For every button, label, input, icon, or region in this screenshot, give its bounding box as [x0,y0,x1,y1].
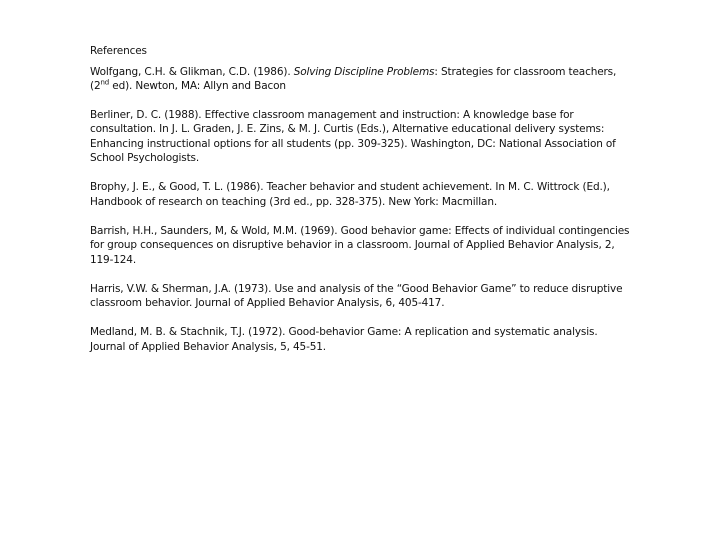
edition-superscript: nd [100,78,110,87]
references-heading: References [90,45,147,57]
reference-barrish: Barrish, H.H., Saunders, M, & Wold, M.M. (1969). Good behavior game: Effects of individual contingencies for group consequences on disruptive behavior in a classroom. Journal of Applied Behavior Analysis, 2, 119-124. [90,224,630,266]
reference-berliner: Berliner, D. C. (1988). Effective classroom management and instruction: A knowledge base for consultation. In J. L. Graden, J. E. Zins, & M. J. Curtis (Eds.), Alternative educational delivery systems: Enhancing instructional options for all students (pp. 309-325). Washington, DC: National Association of School Psychologists. [90,108,616,164]
reference-wolfgang-glikman [90,65,630,94]
reference-book-title: Solving Discipline Problems [293,65,435,78]
reference-author-date: Wolfgang, C.H. & Glikman, C.D. (1986). [90,65,294,78]
reference-details: : Strategies for classroom teachers, (2 [90,65,617,92]
reference-medland-stachnik: Medland, M. B. & Stachnik, T.J. (1972). Good-behavior Game: A replication and systematic analysis. Journal of Applied Behavior Analysis, 5, 45-51. [90,326,598,353]
reference-brophy-good: Brophy, J. E., & Good, T. L. (1986). Teacher behavior and student achievement. In M. C. Wittrock (Ed.), Handbook of research on teaching (3rd ed., pp. 328-375). New York: Macmillan. [90,181,610,208]
reference-harris-sherman: Harris, V.W. & Sherman, J.A. (1973). Use and analysis of the “Good Behavior Game” to reduce disruptive classroom behavior. Journal of Applied Behavior Analysis, 6, 405-417. [90,282,623,309]
references-section [90,44,630,369]
reference-publisher: ed). Newton, MA: Allyn and Bacon [109,80,286,92]
